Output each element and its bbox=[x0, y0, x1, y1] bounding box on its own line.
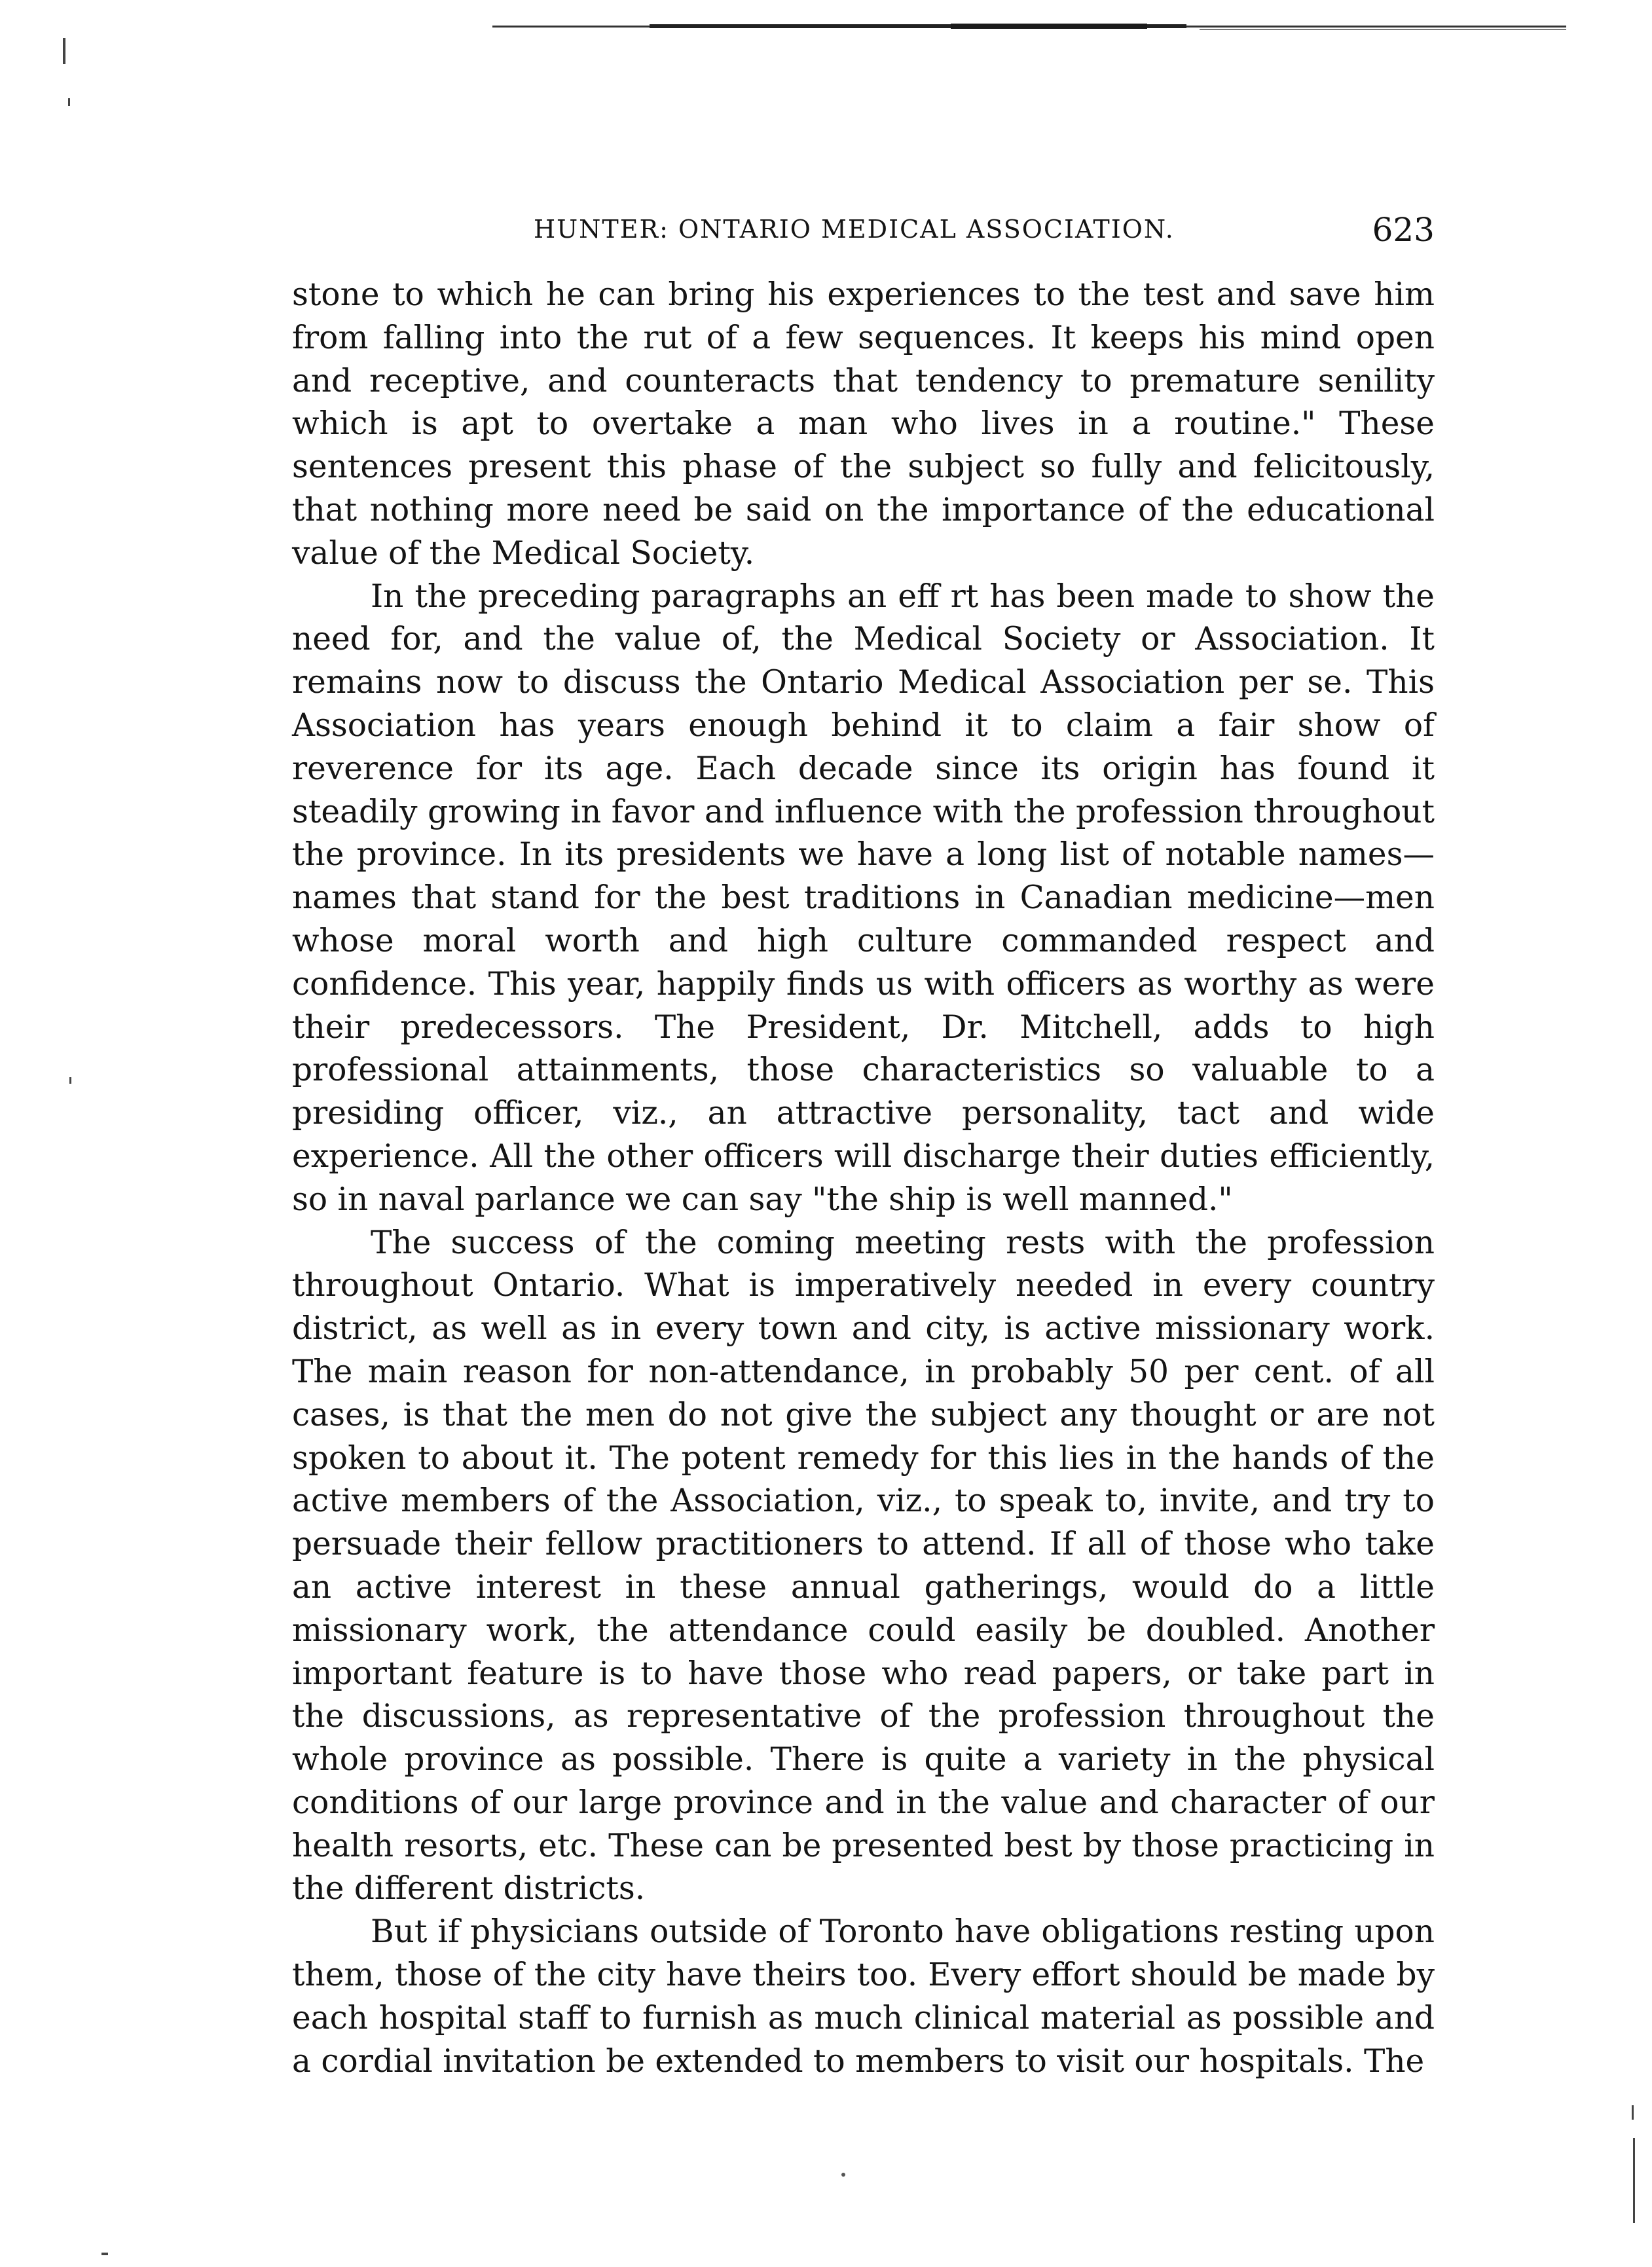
running-title: HUNTER: ONTARIO MEDICAL ASSOCIATION. bbox=[534, 215, 1175, 244]
margin-mark bbox=[1633, 2138, 1635, 2223]
footer-dot bbox=[841, 2173, 845, 2177]
running-head bbox=[292, 211, 1435, 257]
body-text bbox=[292, 274, 1435, 2083]
margin-mark bbox=[101, 2253, 108, 2255]
paragraph-1: stone to which he can bring his experiences to the test and save him from falling into the rut of a few sequences. It keeps his mind open and receptive, and counteracts that tendency to premature senility which is apt to overtake a man who lives in a routine." These sentences present this phase of the subject so fully and felicitously, that nothing more need be said on the importance of the educational value of the Medical Society. bbox=[292, 276, 1435, 572]
paragraph-4: But if physicians outside of Toronto have obligations resting upon them, those of the city have theirs too. Every effort should be made by each hospital staff to furnish as much clinical material as possible and a cordial invitation be extended to members to visit our hospitals. The bbox=[292, 1913, 1435, 2080]
margin-mark bbox=[68, 98, 70, 106]
margin-mark bbox=[63, 38, 65, 64]
paragraph-2: In the preceding paragraphs an eff rt has been made to show the need for, and the value of, the Medical Society or Association. It remains now to discuss the Ontario Medical Association per se. This Association has years enough behind it to claim a fair show of reverence for its age. Each decade since its origin has found it steadily growing in favor and influence with the profession throughout the province. In its presidents we have a long list of notable names—names that stand for the best traditions in Canadian medicine—men whose moral worth and high culture commanded respect and confidence. This year, happily finds us with officers as worthy as were their predecessors. The President, Dr. Mitchell, adds to high professional attainments, those characteristics so valuable to a presiding officer, viz., an attractive personality, tact and wide experience. All the other officers will discharge their duties efficiently, so in naval parlance we can say "the ship is well manned." bbox=[292, 578, 1435, 1218]
top-rule bbox=[492, 21, 1566, 34]
margin-mark bbox=[1632, 2105, 1634, 2120]
paragraph-3: The success of the coming meeting rests with the profession throughout Ontario. What is imperatively needed in every country district, as well as in every town and city, is active missionary work. The main reason for non-attendance, in probably 50 per cent. of all cases, is that the men do not give the subject any thought or are not spoken to about it. The potent remedy for this lies in the hands of the active members of the Association, viz., to speak to, invite, and try to persuade their fellow practitioners to attend. If all of those who take an active interest in these annual gatherings, would do a little missionary work, the attendance could easily be doubled. Another important feature is to have those who read papers, or take part in the discussions, as representative of the profession throughout the whole province as possible. There is quite a variety in the physical conditions of our large province and in the value and character of our health resorts, etc. These can be presented best by those practicing in the different districts. bbox=[292, 1224, 1435, 1908]
margin-mark bbox=[69, 1077, 71, 1084]
page-number: 623 bbox=[1372, 211, 1435, 249]
